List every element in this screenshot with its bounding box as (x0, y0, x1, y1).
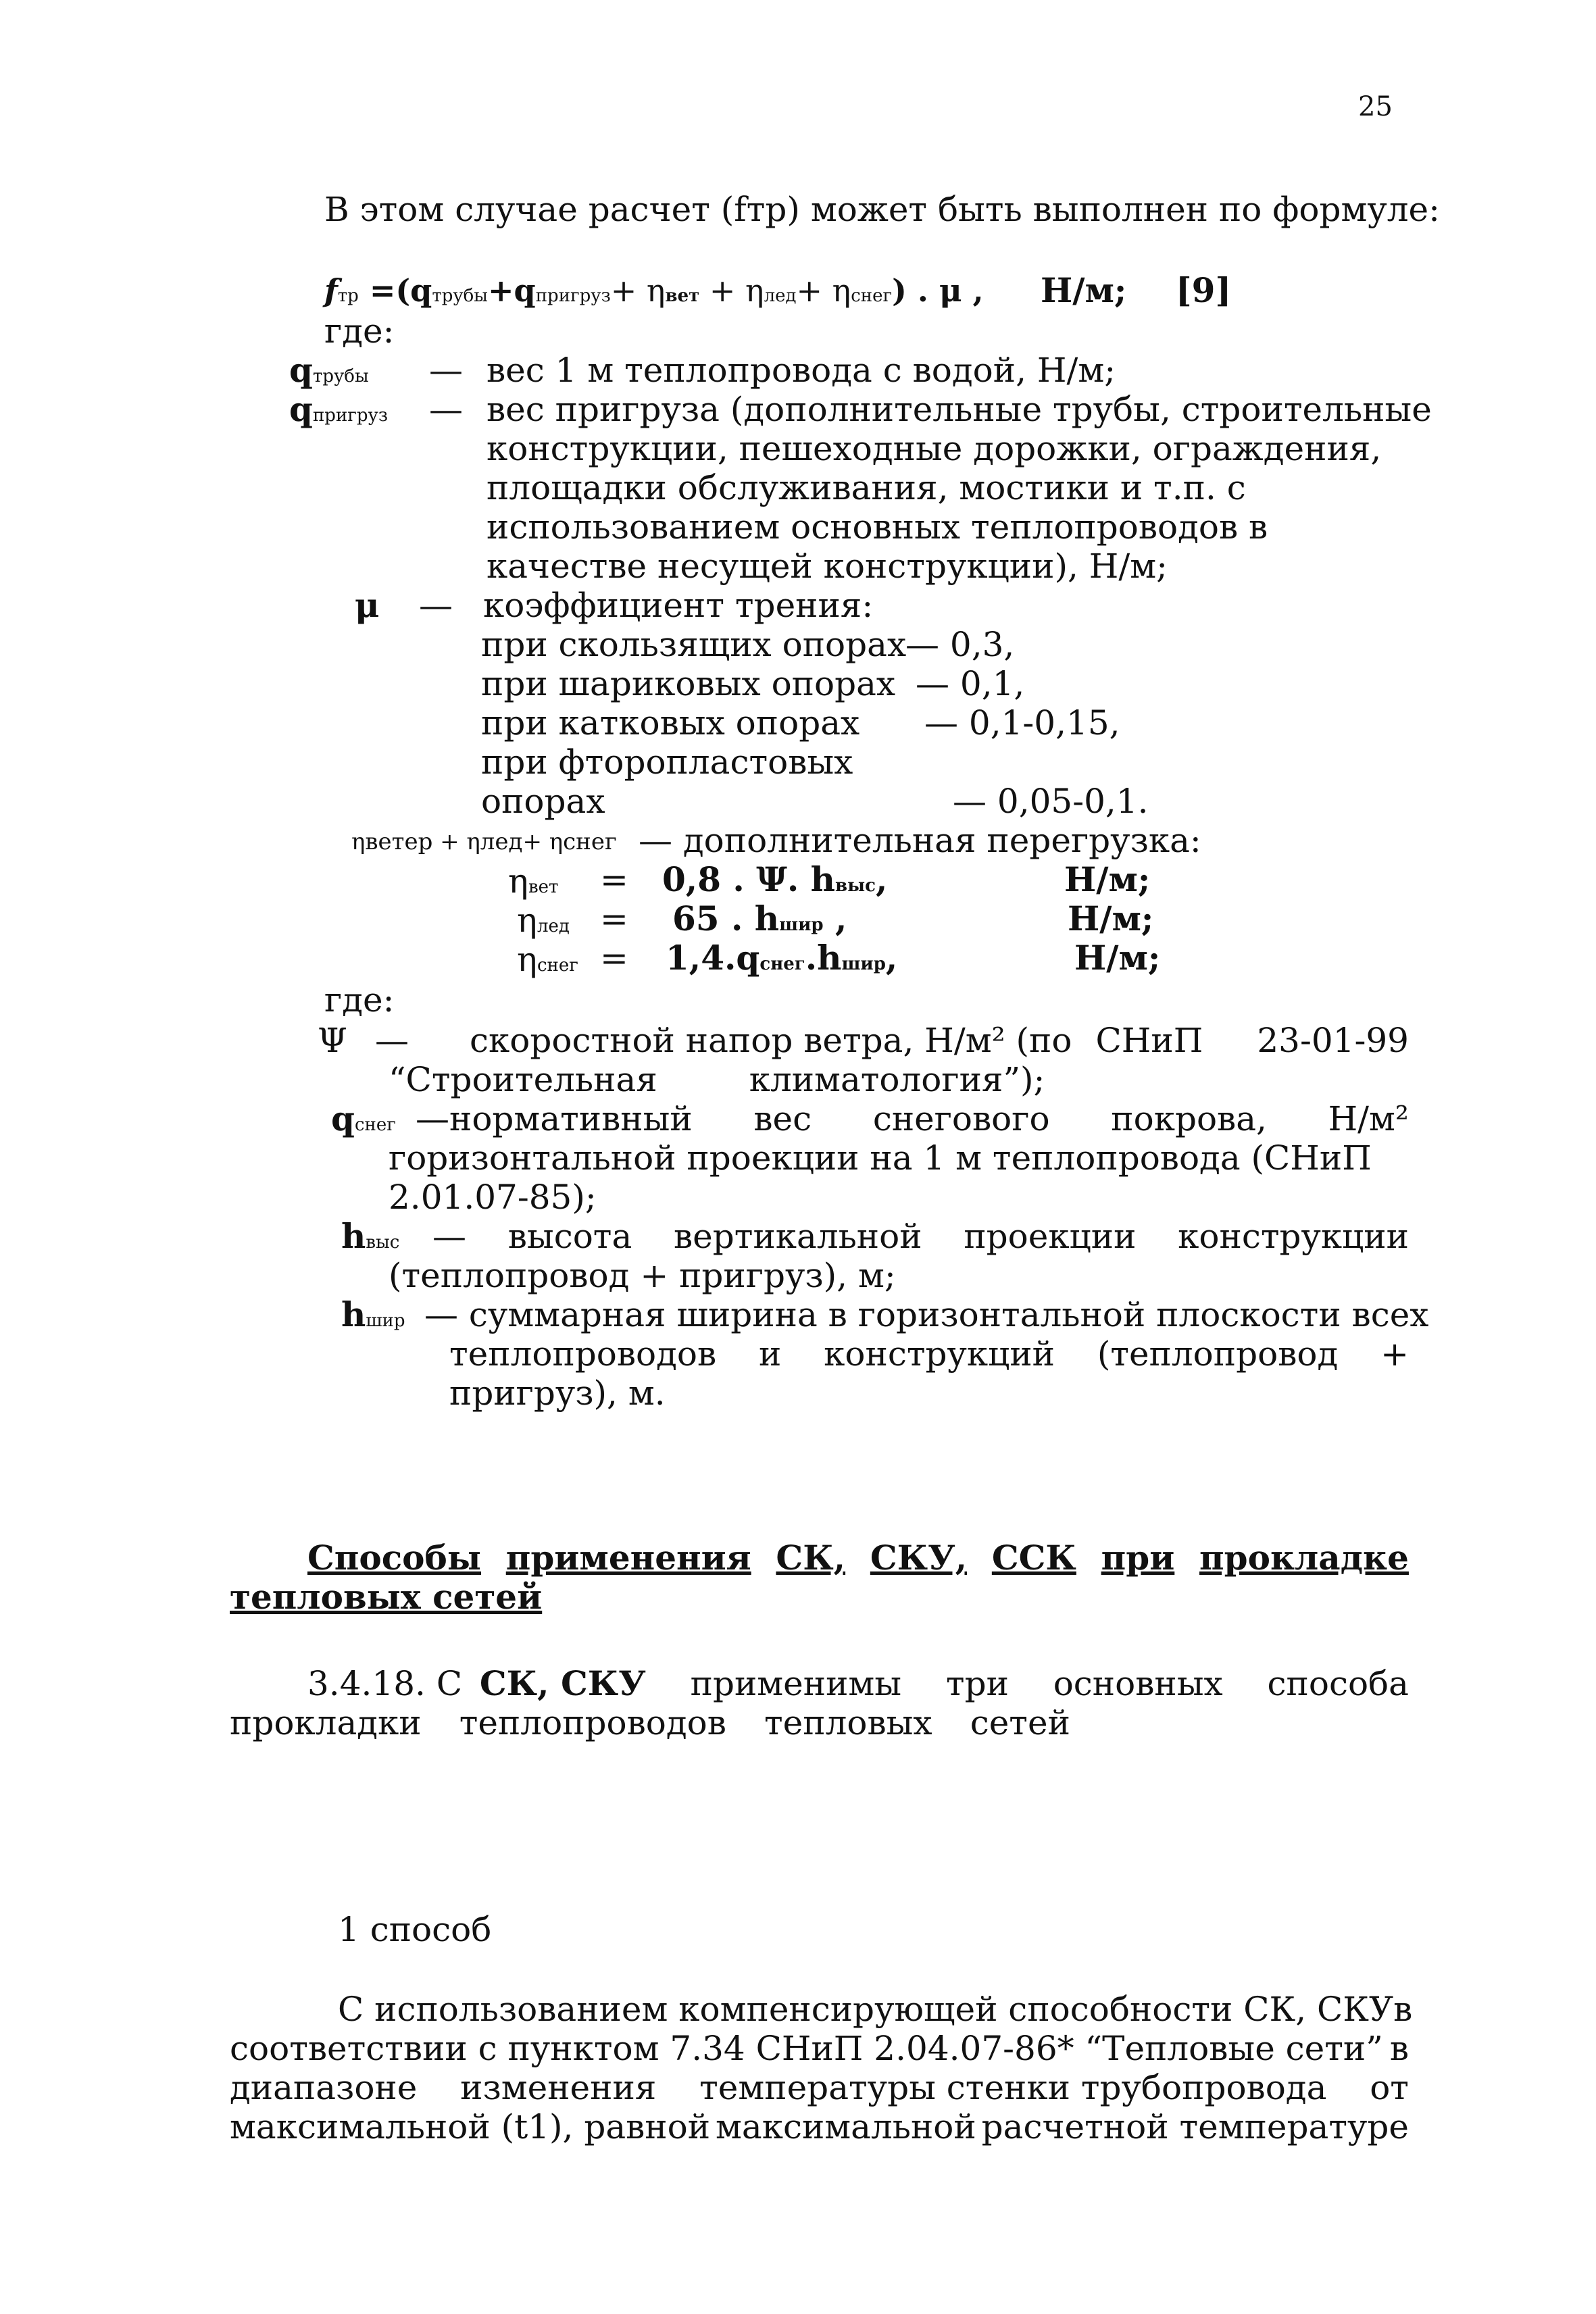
eta-snow-symbol: ηснег (517, 940, 578, 979)
q-snow-line: —нормативный вес снегового покрова, Н/м² (416, 1099, 1409, 1138)
def-q-truby-dash: — (429, 351, 463, 390)
mu-dash: — (419, 586, 453, 625)
q-snow-line: горизонтальной проекции на 1 м теплопровода (СНиП (389, 1138, 1372, 1178)
h-shir-line: теплопроводов и конструкций (теплопровод + (449, 1334, 1409, 1374)
where-label: где: (324, 980, 395, 1020)
h-vys-symbol: hвыс (341, 1216, 400, 1256)
h-shir-line: — суммарная ширина в горизонтальной плоскости всех (424, 1295, 1429, 1334)
h-shir-line: пригруз), м. (449, 1374, 666, 1413)
psi-symbol: Ψ (318, 1021, 347, 1060)
intro-line: В этом случае расчет (fтр) может быть выполнен по формуле: (324, 190, 1440, 229)
def-q-prigruz-line: использованием основных теплопроводов в (487, 507, 1268, 547)
def-q-prigruz-dash: — (429, 390, 463, 429)
psi-line: — скоростной напор ветра, Н/м² (по СНиП 23-01-99 (375, 1021, 1409, 1060)
paragraph-3-4-18: 3.4.18. С СК, СКУ применимы три основных способа (307, 1663, 1409, 1703)
mu-symbol: μ (355, 585, 380, 625)
section-heading: тепловых сетей (230, 1577, 543, 1617)
friction-row-value: — 0,3, (905, 625, 1015, 664)
where-label: где: (324, 311, 395, 351)
def-q-prigruz-line: площадки обслуживания, мостики и т.п. с (487, 468, 1246, 507)
paragraph-method-1: максимальной (t1), равной максимальной расчетной температуре (230, 2107, 1409, 2146)
friction-row-label: при шариковых опорах (481, 664, 896, 703)
h-vys-line: (теплопровод + пригруз), м; (389, 1256, 896, 1295)
def-q-truby-text: вес 1 м теплопровода с водой, Н/м; (487, 351, 1116, 390)
def-q-prigruz-symbol: qпригруз (289, 389, 389, 429)
eta-wind-value: 0,8 . Ψ. hвыс, (662, 859, 888, 899)
eta-snow-eq: = (600, 938, 628, 978)
eta-wind-symbol: ηвет (508, 861, 559, 901)
friction-row-label: опорах (481, 782, 605, 821)
def-q-prigruz-line: конструкции, пешеходные дорожки, ограждения, (487, 429, 1382, 468)
eta-ice-symbol: ηлед (517, 901, 570, 940)
eta-ice-eq: = (600, 899, 628, 938)
eta-snow-unit: Н/м; (1074, 938, 1161, 978)
eta-ice-value: 65 . hшир , (672, 899, 847, 938)
h-shir-symbol: hшир (341, 1294, 405, 1334)
q-snow-symbol: qснег (331, 1099, 396, 1138)
friction-row-value: — 0,1, (916, 664, 1025, 703)
friction-row-value: — 0,05-0,1. (953, 782, 1149, 821)
friction-row-label: при фторопластовых (481, 743, 853, 782)
paragraph-method-1: диапазоне изменения температуры стенки трубопровода от (230, 2068, 1409, 2107)
formula-unit: Н/м; (1041, 270, 1127, 310)
overload-lead: ηветер + ηлед+ ηснег (351, 828, 617, 855)
eta-ice-unit: Н/м; (1068, 899, 1154, 938)
def-q-truby-symbol: qтрубы (289, 350, 369, 390)
friction-row-label: при катковых опорах (481, 703, 860, 743)
paragraph-method-1: С использованием компенсирующей способности СК, СКУ в (338, 1990, 1413, 2029)
paragraph-3-4-18: прокладки теплопроводов тепловых сетей (230, 1703, 1070, 1742)
def-q-prigruz-line: качестве несущей конструкции), Н/м; (487, 547, 1168, 586)
section-heading: Способы применения СК, СКУ, ССК при прокладке (307, 1538, 1409, 1578)
friction-row-value: — 0,1-0,15, (924, 703, 1120, 743)
overload-text: — дополнительная перегрузка: (639, 821, 1201, 860)
friction-row-label: при скользящих опорах (481, 625, 907, 664)
formula-reference: [9] (1176, 270, 1232, 310)
method-label: 1 способ (338, 1910, 492, 1949)
eta-wind-unit: Н/м; (1064, 859, 1151, 899)
h-vys-line: — высота вертикальной проекции конструкции (432, 1217, 1409, 1256)
formula-9: fтр =(qтрубы+qпригруз+ ηвет + ηлед+ ηснег) . μ , (324, 272, 984, 309)
mu-title: коэффициент трения: (483, 586, 874, 625)
paragraph-method-1: соответствии с пунктом 7.34 СНиП 2.04.07-86* “Тепловые сети” в (230, 2029, 1409, 2068)
eta-wind-eq: = (600, 860, 628, 899)
page-number: 25 (1358, 91, 1393, 122)
psi-line: “Строительная климатология”); (389, 1060, 1045, 1099)
def-q-prigruz-line: вес пригруза (дополнительные трубы, строительные (487, 390, 1432, 429)
q-snow-line: 2.01.07-85); (389, 1178, 597, 1217)
eta-snow-value: 1,4.qснег.hшир, (666, 938, 898, 978)
